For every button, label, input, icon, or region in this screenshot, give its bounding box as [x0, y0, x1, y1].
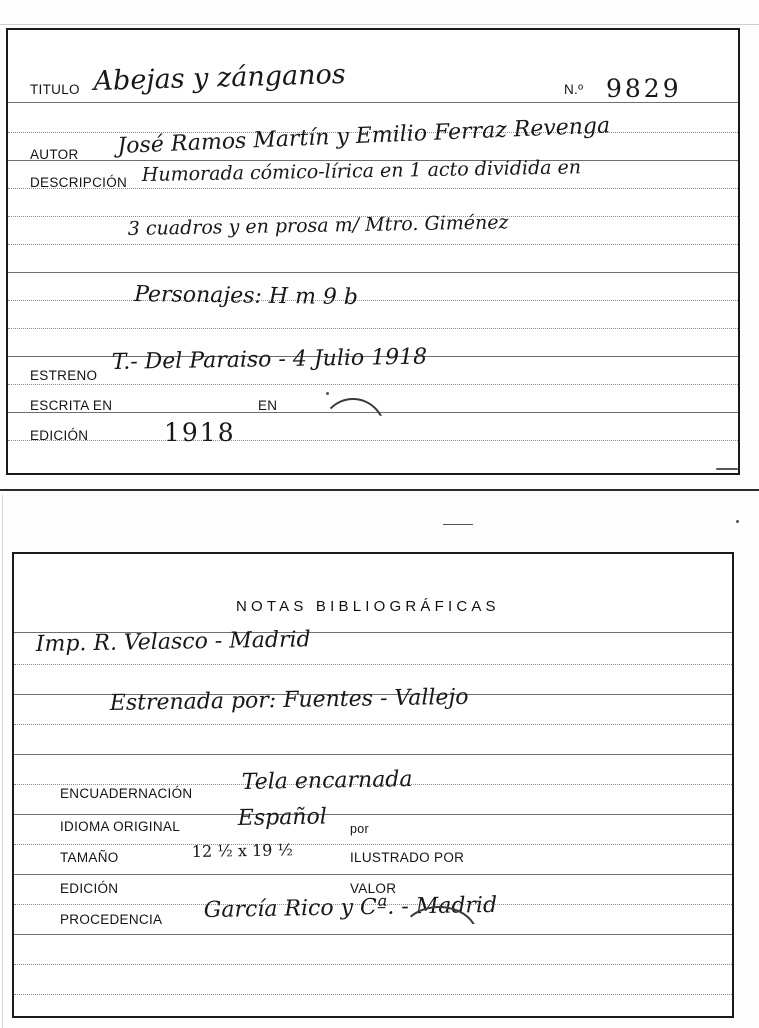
value-descripcion-line-2: 3 cuadros y en prosa m/ Mtro. Giménez — [127, 211, 509, 240]
value-procedencia: García Rico y Cª. - Madrid — [203, 892, 498, 923]
rule-line — [14, 664, 732, 665]
value-idioma-original: Español — [237, 804, 327, 831]
value-edicion: 1918 — [164, 418, 236, 447]
rule-line — [8, 328, 738, 329]
value-encuadernacion: Tela encarnada — [241, 767, 413, 795]
value-estrenada-por: Estrenada por: Fuentes - Vallejo — [109, 684, 469, 716]
scan-artifact — [716, 468, 738, 470]
rule-line — [8, 244, 738, 245]
value-tamano: 12 ½ x 19 ½ — [191, 840, 294, 861]
rule-line — [14, 844, 732, 845]
rule-line — [14, 964, 732, 965]
rule-line — [8, 440, 738, 441]
rule-line — [14, 814, 732, 815]
value-descripcion-line-1: Humorada cómico-lírica en 1 acto dividida en — [141, 156, 582, 186]
label-descripcion: DESCRIPCIÓN — [30, 175, 128, 190]
rule-line — [14, 874, 732, 875]
scan-artifact — [736, 520, 739, 523]
value-estreno: T.- Del Paraiso - 4 Julio 1918 — [111, 344, 428, 375]
rule-line — [8, 300, 738, 301]
ink-smudge-arc — [320, 398, 386, 432]
label-encuadernacion: ENCUADERNACIÓN — [60, 786, 193, 801]
catalog-card-top — [6, 28, 740, 475]
rule-line — [8, 384, 738, 385]
rule-line — [8, 272, 738, 273]
label-valor: VALOR — [350, 881, 397, 896]
label-por: por — [350, 822, 369, 836]
label-en: EN — [258, 398, 278, 413]
value-personajes: Personajes: H m 9 b — [134, 282, 359, 311]
section-heading-notas-bibliograficas: NOTAS BIBLIOGRÁFICAS — [236, 598, 500, 615]
catalog-card-bottom — [12, 552, 734, 1018]
rule-line — [14, 994, 732, 995]
rule-line — [14, 724, 732, 725]
scan-divider — [0, 489, 759, 491]
label-numero: N.º — [564, 82, 584, 97]
ink-speck — [326, 392, 329, 395]
label-edicion: EDICIÓN — [60, 881, 119, 896]
label-edicion: EDICIÓN — [30, 428, 89, 443]
label-escrita-en: ESCRITA EN — [30, 398, 113, 413]
label-autor: AUTOR — [30, 147, 79, 162]
value-numero: 9829 — [606, 74, 682, 103]
label-tamano: TAMAÑO — [60, 850, 119, 865]
label-titulo: TITULO — [30, 82, 80, 97]
scan-edge-top — [0, 24, 759, 25]
value-autor: José Ramos Martín y Emilio Ferraz Revenga — [116, 113, 611, 159]
label-idioma-original: IDIOMA ORIGINAL — [60, 819, 181, 834]
rule-line — [14, 934, 732, 935]
value-titulo: Abejas y zánganos — [93, 58, 347, 97]
label-estreno: ESTRENO — [30, 368, 98, 383]
label-ilustrado-por: ILUSTRADO POR — [350, 850, 465, 865]
scan-artifact — [443, 524, 473, 525]
scan-edge-left — [2, 495, 3, 1028]
rule-line — [14, 754, 732, 755]
label-procedencia: PROCEDENCIA — [60, 912, 163, 927]
value-imprenta: Imp. R. Velasco - Madrid — [35, 627, 311, 657]
